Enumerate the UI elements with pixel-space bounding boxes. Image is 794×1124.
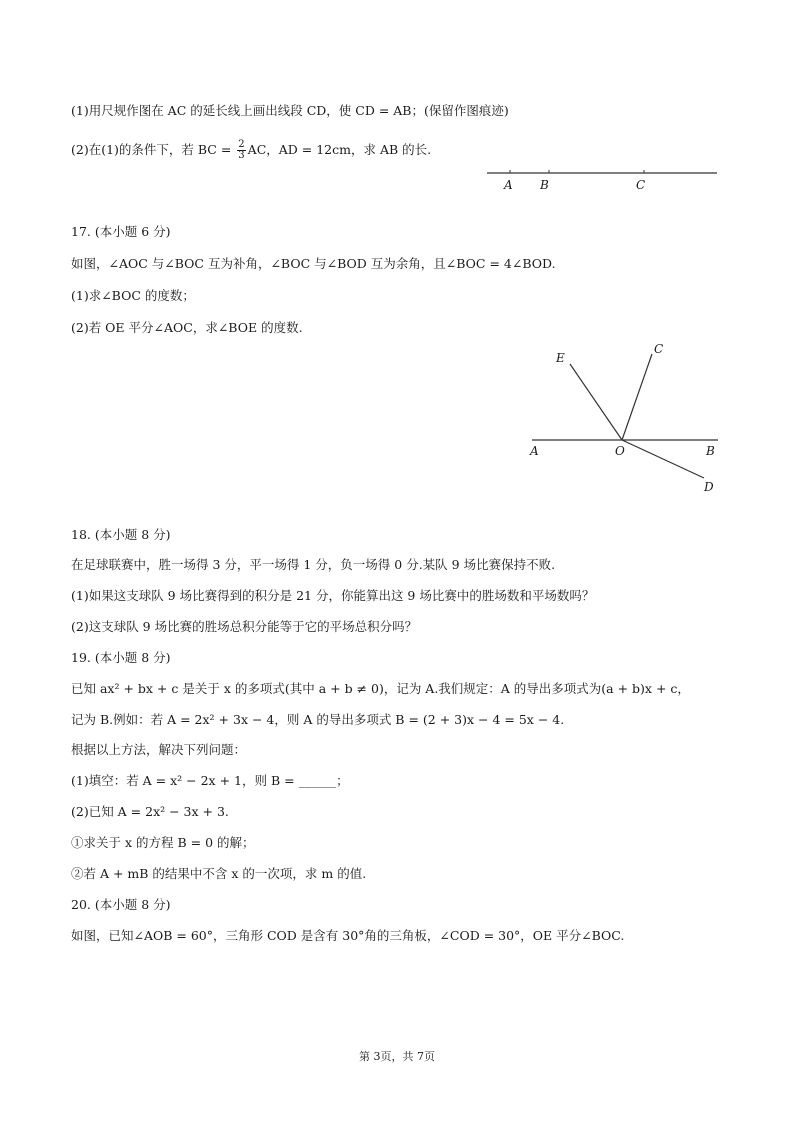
q20-stem: 如图，已知∠AOB = 60°，三角形 COD 是含有 30°角的三角板，∠COD = 30°，OE 平分∠BOC. (71, 928, 625, 943)
label-e: E (556, 351, 565, 365)
q17-header: 17. (本小题 6 分) (71, 224, 171, 239)
label-b: B (540, 178, 549, 192)
q16-part1: (1)用尺规作图在 AC 的延长线上画出线段 CD，使 CD = AB；(保留作图痕迹) (71, 103, 509, 118)
segment-figure (484, 164, 720, 198)
q16-part2-prefix: (2)在(1)的条件下，若 BC = (71, 142, 236, 157)
fraction-numerator: 2 (238, 139, 245, 150)
q19-line5: (2)已知 A = 2x² − 3x + 3. (71, 804, 229, 819)
label-a: A (530, 444, 539, 458)
q16-part2-suffix: AC，AD = 12cm，求 AB 的长. (247, 142, 432, 157)
q19-line7: ②若 A + mB 的结果中不含 x 的一次项，求 m 的值. (71, 866, 367, 881)
q16-part2 (71, 140, 431, 161)
q18-part2: (2)这支球队 9 场比赛的胜场总积分能等于它的平场总积分吗？ (71, 619, 418, 634)
angle-figure (528, 338, 724, 498)
ray-oc (622, 354, 652, 440)
q19-line6: ①求关于 x 的方程 B = 0 的解； (71, 835, 255, 850)
q18-stem: 在足球联赛中，胜一场得 3 分，平一场得 1 分，负一场得 0 分.某队 9 场比赛保持不败. (71, 557, 556, 572)
fraction (237, 140, 245, 161)
label-d: D (704, 480, 714, 494)
q18-header: 18. (本小题 8 分) (71, 527, 171, 542)
q17-part1: (1)求∠BOC 的度数； (71, 288, 195, 303)
ray-od (622, 440, 704, 478)
fraction-denominator: 3 (238, 150, 245, 161)
q19-line3: 根据以上方法，解决下列问题： (71, 742, 247, 757)
q18-part1: (1)如果这支球队 9 场比赛得到的积分是 21 分，你能算出这 9 场比赛中的胜场数和平场数吗？ (71, 588, 595, 603)
label-b: B (706, 444, 715, 458)
q19-line2: 记为 B.例如：若 A = 2x² + 3x − 4，则 A 的导出多项式 B = (2 + 3)x − 4 = 5x − 4. (71, 712, 565, 727)
label-o: O (615, 444, 625, 458)
label-c: C (636, 178, 646, 192)
page-footer: 第 3页，共 7页 (359, 1050, 435, 1063)
ray-oe (570, 364, 622, 440)
q19-header: 19. (本小题 8 分) (71, 650, 171, 665)
q17-stem: 如图，∠AOC 与∠BOC 互为补角，∠BOC 与∠BOD 互为余角，且∠BOC = 4∠BOD. (71, 256, 556, 271)
q19-line1: 已知 ax² + bx + c 是关于 x 的多项式(其中 a + b ≠ 0)，记为 A.我们规定：A 的导出多项式为(a + b)x + c， (71, 681, 690, 696)
q20-header: 20. (本小题 8 分) (71, 897, 171, 912)
q19-line4: (1)填空：若 A = x² − 2x + 1，则 B = ______； (71, 773, 349, 788)
q17-part2: (2)若 OE 平分∠AOC，求∠BOE 的度数. (71, 320, 303, 335)
label-a: A (504, 178, 513, 192)
label-c: C (654, 342, 664, 356)
